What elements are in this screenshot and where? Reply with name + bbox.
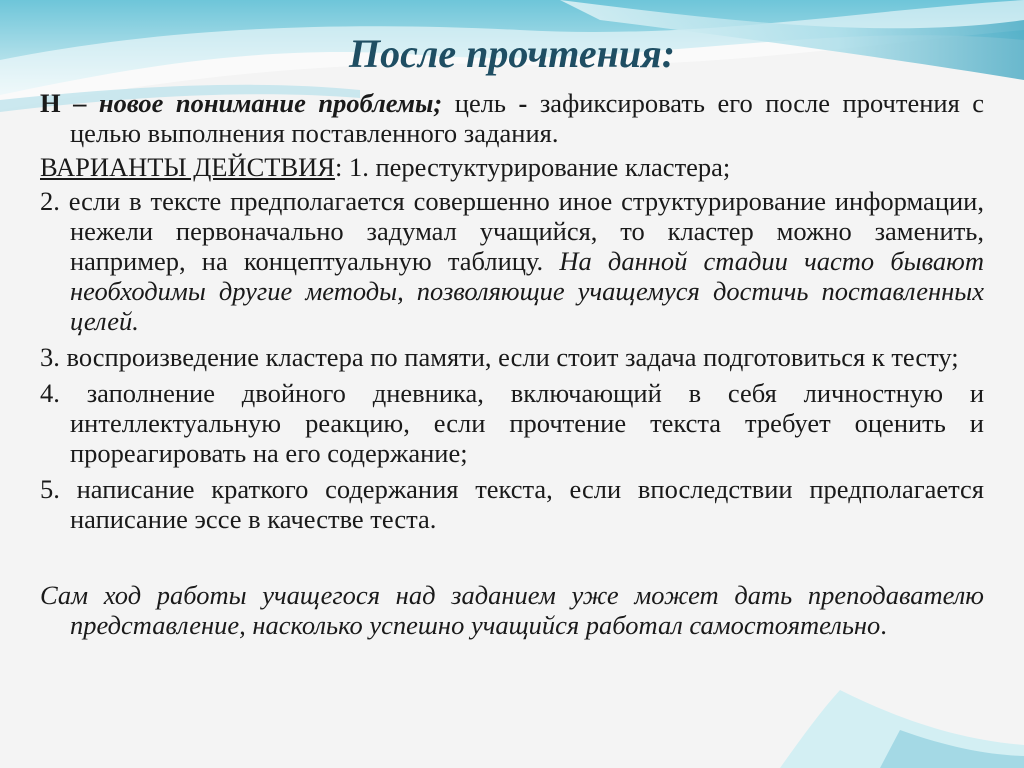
options-colon: : xyxy=(334,152,349,182)
option-1: 1. перестуктурирование кластера; xyxy=(348,152,731,182)
stage-letter: Н xyxy=(40,88,61,118)
goal-dash: - xyxy=(518,88,528,118)
option-2-note: На данной стадии часто бывают необходимы другие методы, позволяющие учащемуся достичь поставленных целей. xyxy=(70,246,984,336)
conclusion-text: Сам ход работы учащегося над заданием уже может дать преподавателю представление, насколько успешно учащийся работал самостоятельно xyxy=(40,580,984,640)
options-label: ВАРИАНТЫ ДЕЙСТВИЯ xyxy=(40,152,335,182)
goal-text: зафиксировать его после прочтения с целью выполнения поставленного задания. xyxy=(70,88,985,148)
stage-dash: – xyxy=(60,88,99,118)
goal-word: цель xyxy=(442,88,519,118)
paragraph-new-understanding xyxy=(40,88,984,148)
option-4: 4. заполнение двойного дневника, включающий в себя личностную и интеллектуальную реакцию, если прочтение текста требует оценить и прореагировать на его содержание; xyxy=(40,378,984,468)
conclusion-period: . xyxy=(880,610,887,640)
option-5: 5. написание краткого содержания текста, если впоследствии предполагается написание эссе в качестве теста. xyxy=(40,474,984,534)
slide-body xyxy=(40,88,984,646)
option-2-text: 2. если в тексте предполагается совершенно иное структурирование информации, нежели первоначально задумал учащийся, то кластер можно заменить, например, на концептуальную таблицу. xyxy=(40,186,984,276)
paragraph-options xyxy=(40,152,984,182)
conclusion-paragraph xyxy=(40,580,984,640)
option-2 xyxy=(40,186,984,336)
slide-title: После прочтения: xyxy=(348,31,676,76)
option-3: 3. воспроизведение кластера по памяти, если стоит задача подготовиться к тесту; xyxy=(40,342,959,372)
stage-definition: новое понимание проблемы; xyxy=(98,88,443,118)
